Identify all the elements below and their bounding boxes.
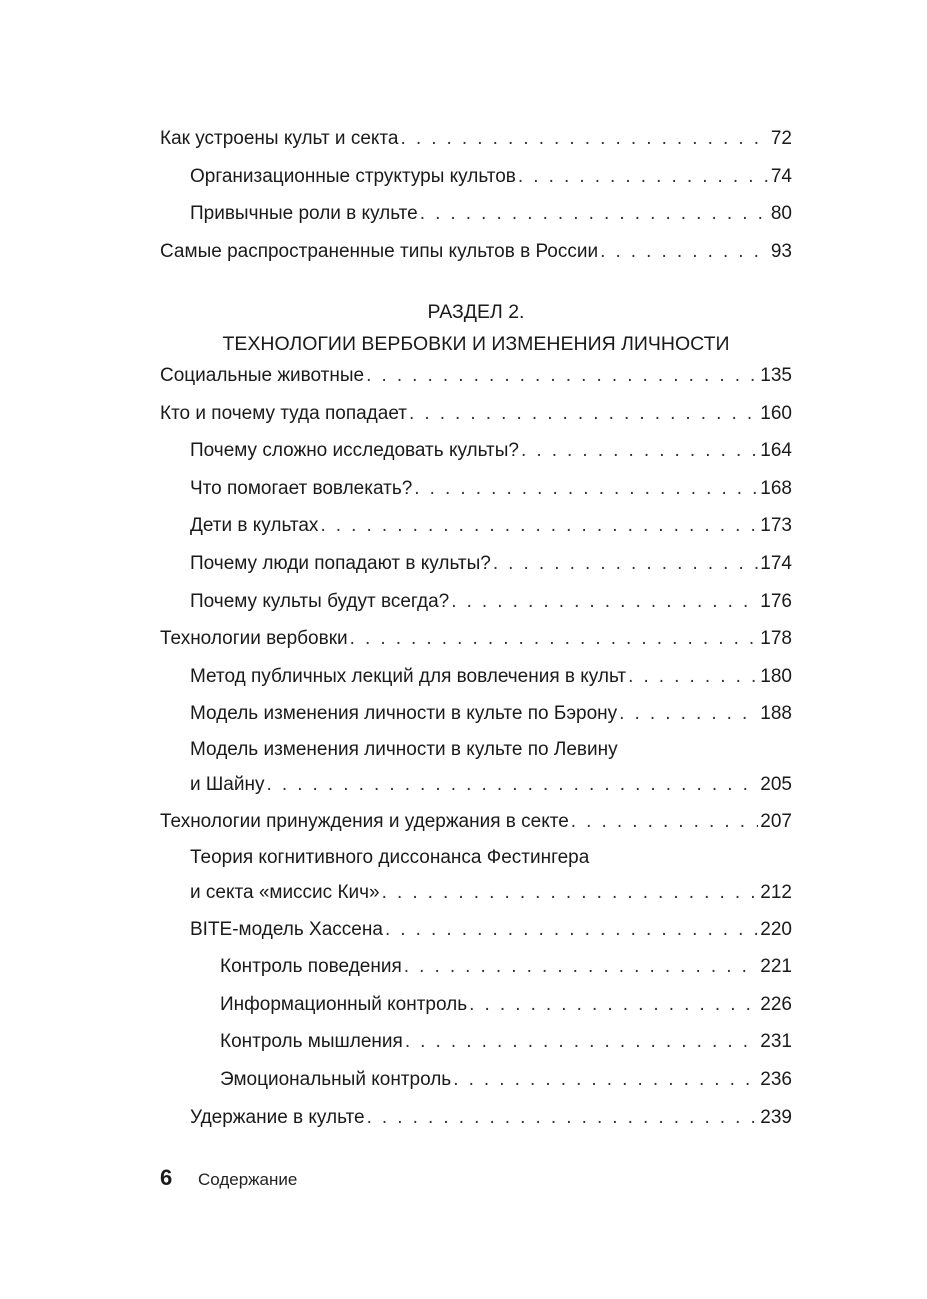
toc-entry[interactable] <box>160 1099 792 1137</box>
toc-entry-title: Что помогает вовлекать? <box>190 477 413 499</box>
dot-leader <box>453 1061 758 1099</box>
toc-entry[interactable] <box>160 470 792 508</box>
toc-entry-title: Почему люди попадают в культы? <box>190 552 491 574</box>
running-title: Содержание <box>198 1170 298 1189</box>
toc-entry[interactable] <box>160 948 792 986</box>
toc-entry-title: Технологии принуждения и удержания в секте <box>160 810 569 832</box>
toc-entry[interactable] <box>160 841 792 911</box>
dot-leader <box>628 658 758 696</box>
toc-entry-page: 178 <box>760 628 792 650</box>
dot-leader <box>521 432 758 470</box>
section-label: РАЗДЕЛ 2. <box>427 301 525 323</box>
dot-leader <box>266 766 758 803</box>
toc-entry[interactable] <box>160 545 792 583</box>
dot-leader <box>469 986 758 1024</box>
toc-entry[interactable] <box>160 195 792 233</box>
toc-entry-title: Кто и почему туда попадает <box>160 402 407 424</box>
toc-entry-page: 168 <box>760 477 792 499</box>
dot-leader <box>367 1099 759 1137</box>
toc-entry-page: 160 <box>760 402 792 424</box>
dot-leader <box>414 470 758 508</box>
toc-entry-title: BITE-модель Хассена <box>190 918 383 940</box>
toc-part-1 <box>160 120 792 270</box>
dot-leader <box>451 583 758 621</box>
toc-entry-page: 173 <box>760 515 792 537</box>
toc-entry-page: 239 <box>760 1106 792 1128</box>
toc-entry[interactable] <box>160 986 792 1024</box>
toc-entry[interactable] <box>160 695 792 733</box>
dot-leader <box>382 874 759 911</box>
toc-entry-title: Почему культы будут всегда? <box>190 590 450 612</box>
toc-entry-page: 212 <box>760 881 792 903</box>
toc-entry-page: 80 <box>770 203 792 225</box>
toc-entry-title: Социальные животные <box>160 365 365 386</box>
toc-entry-page: 188 <box>760 703 792 725</box>
toc-entry-title: Модель изменения личности в культе по Бэрону <box>190 703 618 725</box>
dot-leader <box>400 120 768 158</box>
toc-entry-title: Информационный контроль <box>220 993 468 1015</box>
dot-leader <box>571 803 759 841</box>
toc-entry-page: 176 <box>760 590 792 612</box>
toc-entry[interactable] <box>160 658 792 696</box>
toc-entry[interactable] <box>160 432 792 470</box>
dot-leader <box>518 158 769 196</box>
dot-leader <box>366 357 758 395</box>
toc-entry-title: Контроль мышления <box>220 1031 403 1053</box>
dot-leader <box>409 395 758 433</box>
dot-leader <box>320 507 758 545</box>
toc-entry[interactable] <box>160 803 792 841</box>
toc-entry-page: 72 <box>770 128 792 149</box>
dot-leader <box>350 620 759 658</box>
toc-entry-title-line-2: и секта «миссис Кич» <box>190 881 380 903</box>
toc-entry-page: 221 <box>760 956 792 978</box>
toc-entry[interactable] <box>160 1023 792 1061</box>
toc-entry-page: 180 <box>760 665 792 687</box>
toc-entry-page: 226 <box>760 993 792 1015</box>
page-footer <box>160 1162 297 1194</box>
toc-entry[interactable] <box>160 158 792 196</box>
dot-leader <box>404 948 759 986</box>
toc-entry-title: Технологии вербовки <box>160 628 348 650</box>
toc-entry-title-line-1: Теория когнитивного диссонанса Фестингера <box>190 846 590 868</box>
toc-entry-page: 93 <box>770 240 792 262</box>
toc-entry-title: Как устроены культ и секта <box>160 128 399 149</box>
toc-entry-title: Контроль поведения <box>220 956 402 978</box>
toc-entry-title: Удержание в культе <box>190 1106 365 1128</box>
toc-entry[interactable] <box>160 1061 792 1099</box>
toc-entry-title: Дети в культах <box>190 515 319 537</box>
toc-entry-title: Организационные структуры культов <box>190 165 516 187</box>
toc-entry-title: Привычные роли в культе <box>190 203 418 225</box>
toc-entry-title-line-2: и Шайну <box>190 773 265 795</box>
toc-entry-page: 236 <box>760 1068 792 1090</box>
dot-leader <box>619 695 758 733</box>
toc-entry[interactable] <box>160 395 792 433</box>
section-heading <box>160 296 792 360</box>
toc-entry[interactable] <box>160 620 792 658</box>
toc-entry-page: 207 <box>760 810 792 832</box>
section-title: ТЕХНОЛОГИИ ВЕРБОВКИ И ИЗМЕНЕНИЯ ЛИЧНОСТИ <box>222 333 730 355</box>
toc-part-2 <box>160 357 792 1136</box>
toc-entry[interactable] <box>160 233 792 271</box>
toc-entry-title: Метод публичных лекций для вовлечения в культ <box>190 665 627 687</box>
toc-entry-page: 135 <box>760 365 792 386</box>
page-number: 6 <box>160 1165 173 1190</box>
dot-leader <box>385 911 758 949</box>
toc-entry[interactable] <box>160 733 792 803</box>
toc-entry[interactable] <box>160 120 792 158</box>
toc-entry-title: Эмоциональный контроль <box>220 1068 452 1090</box>
dot-leader <box>405 1023 758 1061</box>
toc-entry-page: 205 <box>760 773 792 795</box>
toc-entry-page: 231 <box>760 1031 792 1053</box>
toc-entry[interactable] <box>160 911 792 949</box>
toc-entry-title: Самые распространенные типы культов в России <box>160 240 599 262</box>
toc-entry[interactable] <box>160 583 792 621</box>
dot-leader <box>420 195 769 233</box>
toc-entry[interactable] <box>160 357 792 395</box>
toc-entry-title-line-1: Модель изменения личности в культе по Левину <box>190 738 618 760</box>
dot-leader <box>600 233 769 271</box>
toc-entry-page: 174 <box>760 552 792 574</box>
toc-entry-title: Почему сложно исследовать культы? <box>190 440 519 462</box>
toc-entry-page: 74 <box>770 165 792 187</box>
dot-leader <box>493 545 758 583</box>
toc-entry-page: 164 <box>760 440 792 462</box>
toc-entry-page: 220 <box>760 918 792 940</box>
toc-entry[interactable] <box>160 507 792 545</box>
